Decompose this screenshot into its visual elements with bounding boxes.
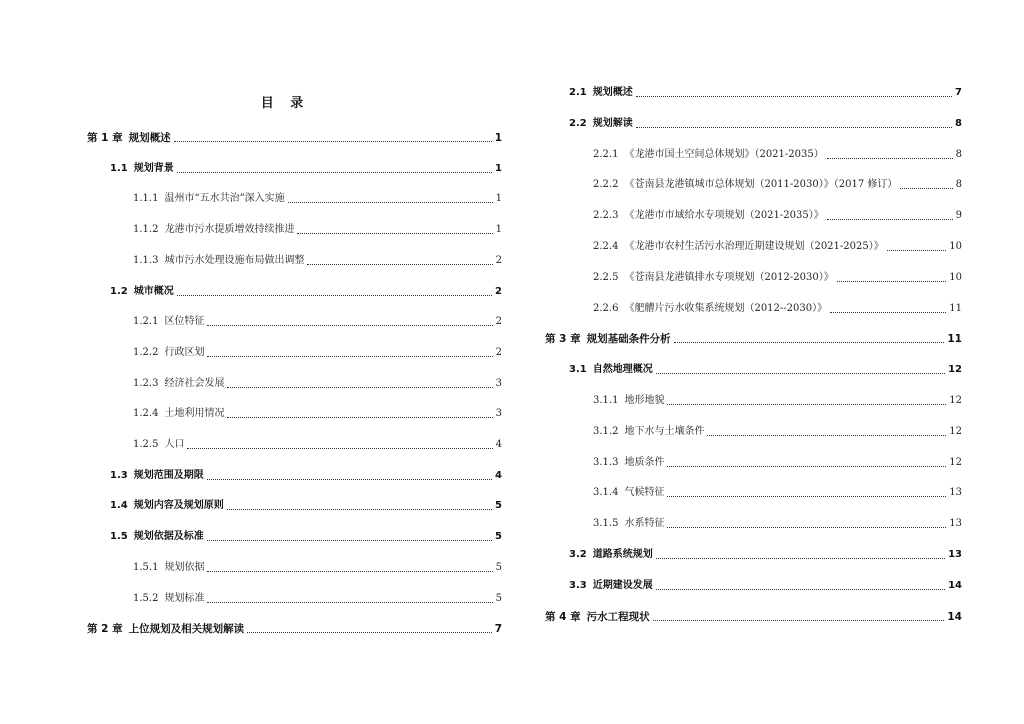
toc-entry-number: 2.2.6	[593, 302, 619, 314]
toc-dot-leader	[636, 126, 952, 128]
toc-entry-number: 第 2 章	[87, 623, 123, 636]
toc-dot-leader	[827, 157, 953, 159]
toc-entry-number: 1.5.1	[133, 561, 159, 573]
toc-entry-number: 3.3	[569, 579, 587, 591]
toc-entry-page: 11	[947, 333, 962, 346]
toc-dot-leader	[207, 570, 492, 572]
toc-entry-page: 3	[495, 408, 502, 420]
toc-entry-label: 气候特征	[624, 487, 665, 499]
page-title: 目 录	[260, 96, 310, 111]
toc-entry-label: 城市概况	[133, 285, 174, 297]
toc-entry-number: 1.2	[110, 285, 128, 297]
toc-dot-leader	[227, 386, 492, 388]
toc-entry-number: 1.2.2	[133, 346, 159, 358]
toc-entry[interactable]	[133, 437, 502, 453]
toc-entry-label: 《苍南县龙港镇城市总体规划（2011-2030）》（2017 修订）	[624, 179, 898, 191]
toc-entry[interactable]	[569, 116, 962, 132]
toc-entry-page: 14	[948, 579, 962, 591]
toc-entry-label: 规划标准	[164, 592, 205, 604]
toc-entry-number: 1.5.2	[133, 592, 159, 604]
toc-entry-page: 5	[495, 561, 502, 573]
toc-entry[interactable]	[593, 393, 962, 409]
toc-entry-page: 5	[495, 500, 502, 512]
toc-entry-page: 9	[955, 210, 962, 222]
toc-dot-leader	[297, 232, 492, 234]
toc-entry-page: 12	[949, 395, 962, 406]
toc-entry-number: 1.2.5	[133, 439, 159, 450]
toc-entry-label: 《舥艚片污水收集系统规划（2012--2030）》	[624, 302, 828, 314]
toc-entry[interactable]	[593, 485, 962, 501]
toc-entry[interactable]	[133, 376, 502, 392]
toc-entry[interactable]	[593, 208, 962, 224]
toc-entry-label: 自然地理概况	[592, 364, 653, 376]
toc-entry[interactable]	[110, 498, 502, 514]
toc-entry-number: 第 3 章	[545, 333, 581, 346]
toc-entry[interactable]	[593, 455, 962, 471]
toc-entry-page: 4	[495, 439, 502, 450]
toc-entry-page: 5	[495, 531, 502, 543]
toc-entry-label: 近期建设发展	[592, 579, 653, 591]
toc-entry-number: 2.2	[569, 117, 587, 129]
toc-entry-number: 3.1.3	[593, 456, 619, 468]
toc-entry-label: 《苍南县龙港镇排水专项规划（2012-2030）》	[624, 271, 834, 283]
toc-entry-page: 1	[494, 132, 502, 144]
toc-dot-leader	[207, 355, 492, 357]
toc-entry-label: 规划基础条件分析	[586, 333, 671, 346]
toc-entry-number: 1.1.2	[133, 224, 159, 236]
toc-dot-leader	[207, 478, 492, 480]
toc-entry-page: 11	[949, 302, 962, 314]
toc-entry-number: 第 4 章	[545, 610, 581, 623]
toc-entry-label: 道路系统规划	[592, 549, 653, 560]
toc-entry-number: 3.1.1	[593, 395, 619, 406]
toc-entry-page: 10	[949, 241, 962, 252]
toc-entry[interactable]	[593, 424, 962, 440]
toc-entry-number: 2.2.2	[593, 179, 619, 191]
toc-dot-leader	[667, 495, 946, 497]
toc-entry[interactable]	[133, 253, 502, 269]
toc-entry[interactable]	[110, 161, 502, 177]
toc-entry-number: 3.2	[569, 549, 587, 560]
toc-entry-page: 3	[495, 377, 502, 389]
toc-entry-label: 规划内容及规划原则	[133, 500, 224, 512]
toc-entry-label: 规划概述	[592, 87, 633, 98]
toc-entry-page: 2	[495, 285, 502, 297]
toc-dot-leader	[288, 201, 493, 203]
toc-entry-number: 2.2.4	[593, 241, 619, 252]
toc-entry-label: 《龙港市市域给水专项规划（2021-2035）》	[624, 210, 824, 222]
toc-entry-page: 13	[949, 487, 962, 499]
toc-entry[interactable]	[133, 406, 502, 422]
toc-entry-page: 8	[955, 117, 962, 129]
toc-entry-page: 1	[495, 162, 502, 174]
toc-entry-label: 《龙港市农村生活污水治理近期建设规划（2021-2025）》	[624, 241, 884, 252]
toc-entry-label: 污水工程现状	[586, 610, 650, 623]
toc-entry-page: 2	[495, 316, 502, 328]
toc-entry-number: 2.2.1	[593, 148, 619, 160]
toc-entry-page: 1	[495, 193, 502, 205]
toc-dot-leader	[653, 619, 945, 621]
toc-entry[interactable]	[133, 222, 502, 238]
toc-dot-leader	[707, 434, 946, 436]
toc-dot-leader	[636, 95, 952, 97]
toc-entry-label: 区位特征	[164, 316, 205, 328]
toc-dot-leader	[667, 526, 946, 528]
toc-entry-label: 水系特征	[624, 518, 665, 530]
toc-entry-page: 14	[947, 610, 962, 623]
toc-entry[interactable]	[545, 331, 962, 347]
toc-entry[interactable]	[133, 591, 502, 607]
toc-entry-number: 1.2.4	[133, 408, 159, 420]
toc-dot-leader	[674, 341, 945, 343]
toc-entry-number: 1.1	[110, 162, 128, 174]
toc-entry-page: 2	[495, 254, 502, 266]
toc-entry-label: 地质条件	[624, 456, 665, 468]
toc-dot-leader	[667, 465, 946, 467]
toc-dot-leader	[207, 324, 492, 326]
toc-entry[interactable]	[593, 270, 962, 286]
toc-entry[interactable]	[593, 301, 962, 317]
toc-dot-leader	[900, 187, 952, 189]
toc-dot-leader	[837, 280, 947, 282]
toc-entry[interactable]	[133, 314, 502, 330]
toc-entry-page: 12	[949, 425, 962, 437]
toc-entry-number: 1.1.1	[133, 193, 159, 205]
toc-entry[interactable]	[110, 529, 502, 545]
toc-entry-label: 《龙港市国土空间总体规划》（2021-2035）	[624, 148, 824, 160]
toc-entry[interactable]	[593, 239, 962, 255]
toc-entry-number: 第 1 章	[87, 132, 123, 144]
toc-dot-leader	[656, 557, 945, 559]
toc-entry[interactable]	[133, 560, 502, 576]
toc-entry-page: 7	[955, 87, 962, 98]
toc-entry[interactable]	[569, 362, 962, 378]
toc-dot-leader	[207, 601, 492, 603]
toc-entry-label: 上位规划及相关规划解读	[128, 623, 245, 636]
toc-entry-label: 土地利用情况	[164, 408, 225, 420]
toc-entry[interactable]	[133, 191, 502, 207]
toc-dot-leader	[227, 508, 492, 510]
toc-entry-label: 地形地貌	[624, 395, 665, 406]
toc-entry-page: 8	[955, 179, 962, 191]
toc-entry[interactable]	[87, 621, 502, 637]
toc-dot-leader	[227, 416, 492, 418]
toc-entry-page: 12	[948, 364, 962, 376]
toc-dot-leader	[207, 539, 492, 541]
toc-entry-page: 4	[495, 469, 502, 481]
toc-entry-page: 7	[494, 623, 502, 636]
toc-dot-leader	[830, 311, 946, 313]
toc-entry[interactable]	[87, 130, 502, 146]
toc-entry[interactable]	[569, 85, 962, 101]
toc-entry-page: 13	[949, 518, 962, 530]
toc-entry-label: 规划依据	[164, 561, 205, 573]
toc-entry-page: 10	[949, 271, 962, 283]
toc-dot-leader	[247, 631, 492, 633]
toc-dot-leader	[667, 403, 946, 405]
toc-entry[interactable]	[569, 578, 962, 594]
toc-entry-number: 2.1	[569, 87, 587, 98]
toc-entry-label: 规划解读	[592, 117, 633, 129]
toc-entry-number: 2.2.3	[593, 210, 619, 222]
toc-entry-page: 2	[495, 346, 502, 358]
toc-entry[interactable]	[593, 147, 962, 163]
toc-entry[interactable]	[593, 177, 962, 193]
toc-entry-number: 3.1.2	[593, 425, 619, 437]
toc-entry-number: 3.1.4	[593, 487, 619, 499]
toc-entry-page: 8	[955, 148, 962, 160]
toc-dot-leader	[827, 218, 953, 220]
toc-dot-leader	[656, 372, 945, 374]
toc-entry[interactable]	[545, 609, 962, 625]
toc-entry-label: 温州市“五水共治”深入实施	[164, 193, 285, 205]
toc-entry-number: 1.1.3	[133, 254, 159, 266]
toc-entry-label: 行政区划	[164, 346, 205, 358]
toc-entry[interactable]	[110, 284, 502, 300]
toc-entry-label: 地下水与土壤条件	[624, 425, 705, 437]
toc-entry-number: 1.4	[110, 500, 128, 512]
toc-dot-leader	[177, 171, 492, 173]
toc-dot-leader	[177, 294, 492, 296]
toc-entry-page: 12	[949, 456, 962, 468]
toc-entry-label: 规划依据及标准	[133, 531, 204, 543]
toc-entry[interactable]	[133, 345, 502, 361]
toc-entry-label: 城市污水处理设施布局做出调整	[164, 254, 305, 266]
toc-entry-label: 规划概述	[128, 132, 171, 144]
toc-entry-number: 1.2.3	[133, 377, 159, 389]
toc-entry-number: 1.5	[110, 531, 128, 543]
toc-entry-number: 1.3	[110, 469, 128, 481]
toc-entry-page: 13	[948, 549, 962, 560]
toc-entry-number: 2.2.5	[593, 271, 619, 283]
toc-entry-page: 1	[495, 224, 502, 236]
toc-entry[interactable]	[593, 516, 962, 532]
toc-entry-page: 5	[495, 592, 502, 604]
toc-entry-label: 经济社会发展	[164, 377, 225, 389]
toc-dot-leader	[307, 263, 492, 265]
toc-dot-leader	[656, 588, 945, 590]
toc-entry[interactable]	[110, 468, 502, 484]
toc-entry-label: 人口	[164, 439, 185, 450]
toc-entry-number: 3.1.5	[593, 518, 619, 530]
toc-entry-label: 规划范围及期限	[133, 469, 204, 481]
toc-entry-number: 1.2.1	[133, 316, 159, 328]
toc-entry-label: 龙港市污水提质增效持续推进	[164, 224, 295, 236]
toc-dot-leader	[187, 447, 492, 449]
toc-entry-label: 规划背景	[133, 162, 174, 174]
toc-entry-number: 3.1	[569, 364, 587, 376]
toc-dot-leader	[887, 249, 947, 251]
toc-dot-leader	[174, 140, 492, 142]
toc-entry[interactable]	[569, 547, 962, 563]
